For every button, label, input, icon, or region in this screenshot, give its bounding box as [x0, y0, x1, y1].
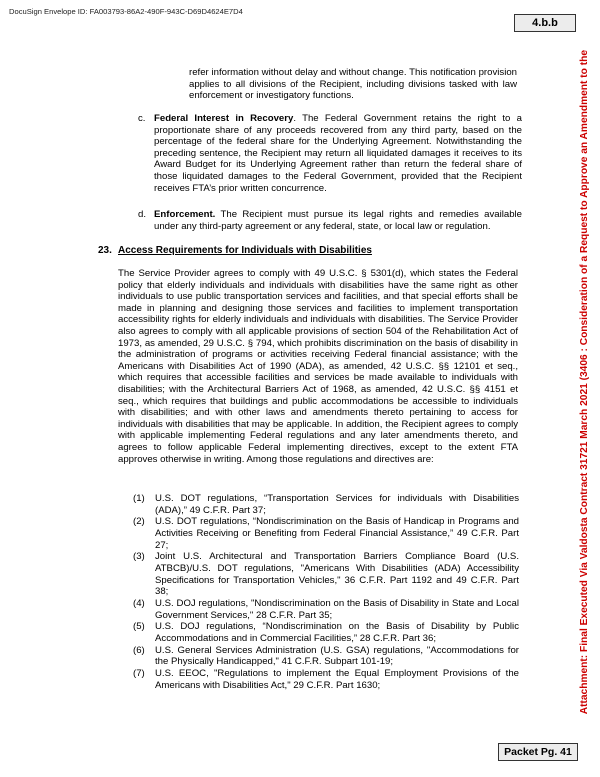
regulation-text: U.S. DOJ regulations, “Nondiscrimination on the Basis of Disability by Public Accommodations and in Commercial Facilities,” 28 C.F.R. Part 36; — [155, 621, 519, 644]
list-item-text — [154, 113, 522, 194]
section-tag-badge: 4.b.b — [514, 14, 576, 32]
regulation-item — [133, 493, 519, 516]
envelope-id: DocuSign Envelope ID: FA003793-86A2-490F-943C-D69D4624E7D4 — [9, 7, 243, 16]
regulation-text: U.S. DOT regulations, “Nondiscrimination on the Basis of Handicap in Programs and Activities Receiving or Benefiting from Federal Financial Assistance,” 49 C.F.R. Part 27; — [155, 516, 519, 551]
attachment-sidebar-text: Attachment: Final Executed Via Valdosta Contract 31721 March 2021 (3406 : Consideration of a Request to Approve an Amendment to the — [579, 50, 590, 715]
regulation-number: (5) — [133, 621, 145, 633]
regulation-number: (7) — [133, 668, 145, 680]
regulation-item — [133, 598, 519, 621]
list-item-title: Enforcement. — [154, 209, 216, 220]
section-title: Access Requirements for Individuals with Disabilities — [118, 245, 372, 256]
regulation-text: U.S. General Services Administration (U.S. GSA) regulations, "Accommodations for the Physically Handicapped," 41 C.F.R. Subpart 101-19; — [155, 644, 519, 668]
attachment-sidebar — [576, 50, 594, 730]
regulation-text: Joint U.S. Architectural and Transportation Barriers Compliance Board (U.S. ATBCB)/U.S. DOT regulations, "Americans With Disabilities (ADA) Accessibility Specifications for Transportation Vehicles," 36 C.F.R. Part 1192 and 49 C.F.R. Part 38; — [155, 551, 519, 598]
list-item-label: d. — [138, 209, 147, 220]
list-item-title: Federal Interest in Recovery — [154, 113, 294, 124]
section-number: 23. — [98, 245, 112, 256]
regulations-list — [133, 493, 519, 691]
regulation-item — [133, 516, 519, 551]
regulation-text: U.S. DOT regulations, “Transportation Services for individuals with Disabilities (ADA),” 49 C.F.R. Part 37; — [155, 493, 519, 516]
regulation-item — [133, 645, 519, 668]
section-heading — [98, 245, 372, 257]
list-item-text — [154, 209, 522, 232]
regulation-item — [133, 621, 519, 644]
regulation-item — [133, 668, 519, 691]
regulation-text: U.S. EEOC, "Regulations to implement the Equal Employment Provisions of the Americans with Disabilities Act," 29 C.F.R. Part 1630; — [155, 668, 519, 691]
packet-page-badge: Packet Pg. 41 — [498, 743, 578, 761]
regulation-number: (2) — [133, 516, 145, 528]
regulation-number: (6) — [133, 644, 145, 656]
section-body-paragraph: The Service Provider agrees to comply with 49 U.S.C. § 5301(d), which states the Federal policy that elderly individuals and individuals with disabilities have the same right as other individuals to use public transportation services and facilities, and that special efforts shall be made in planning and designing those services and facilities to implement transportation accessibility rights for elderly individuals and individuals with disabilities. The Service Provider also agrees to comply with all applicable provisions of section 504 of the Rehabilitation Act of 1973, as amended, 29 U.S.C. § 794, which prohibits discrimination on the basis of disability in the administration of programs or activities receiving Federal financial assistance; with the Americans with Disabilities Act of 1990 (ADA), as amended, 42 U.S.C. §§ 12101 et seq., which requires that accessible facilities and services be made available to individuals with disabilities; with the Architectural Barriers Act of 1968, as amended, 42 U.S.C. §§ 4151 et seq., which requires that buildings and public accommodations be accessible to individuals with disabilities; and with other laws and amendments thereto pertaining to access for individuals with disabilities that may be applicable. In addition, the Recipient agrees to comply with applicable implementing Federal regulations and any later amendments thereto, and agrees to follow applicable Federal implementing directives, except to the extent FTA approves otherwise in writing. Among those regulations and directives are: — [118, 268, 518, 465]
list-item-label: c. — [138, 113, 146, 124]
regulation-number: (1) — [133, 493, 145, 504]
continuation-paragraph: refer information without delay and without change. This notification provision applies to all divisions of the Recipient, including divisions tasked with law enforcement or investigatory functions. — [189, 67, 517, 102]
regulation-number: (4) — [133, 597, 145, 609]
list-item-body: The Recipient must pursue its legal rights and remedies available under any third-party agreement or any federal, state, or local law or regulation. — [154, 209, 522, 232]
regulation-text: U.S. DOJ regulations, "Nondiscrimination on the Basis of Disability in State and Local Government Services," 28 C.F.R. Part 35; — [155, 597, 519, 621]
regulation-item — [133, 551, 519, 597]
list-item-body: . The Federal Government retains the right to a proportionate share of any proceeds recovered from any third party, based on the percentage of the federal share for the Underlying Agreement. Notwithstanding the preceding sentence, the Recipient may return all liquidated damages it receives to its Award Budget for its Underlying Agreement rather than return the federal share of those liquidated damages to the Federal Government, provided that the Recipient receives FTA’s prior written concurrence. — [154, 113, 522, 194]
regulation-number: (3) — [133, 551, 145, 563]
